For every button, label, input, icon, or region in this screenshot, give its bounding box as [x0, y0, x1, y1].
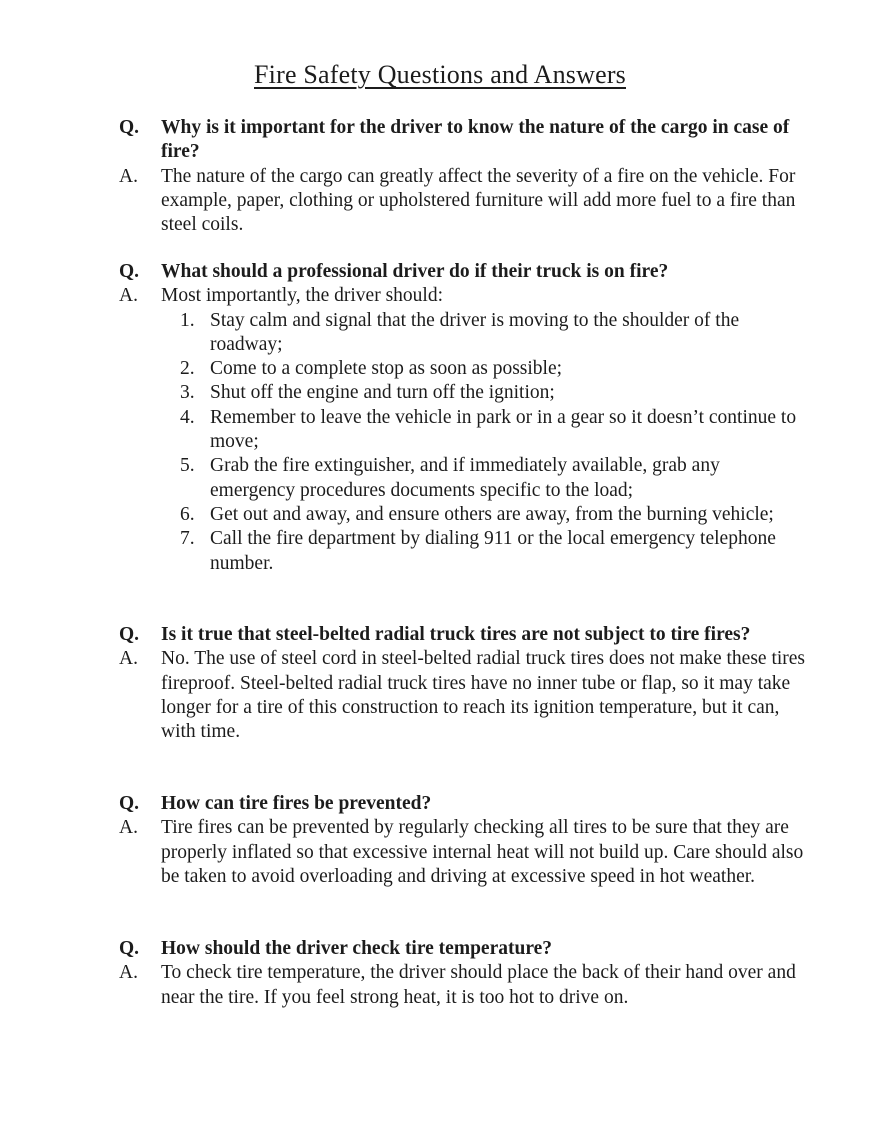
question — [119, 623, 809, 647]
question — [119, 260, 809, 284]
answer-label: A. — [119, 285, 138, 307]
answer — [119, 647, 809, 744]
question-label: Q. — [119, 117, 140, 138]
question-text: How can tire fires be prevented? — [161, 793, 432, 814]
question-label: Q. — [119, 938, 140, 959]
answer-text: The nature of the cargo can greatly affect the severity of a fire on the vehicle. For example, paper, clothing or upholstered furniture will add more fuel to a fire than steel coils. — [161, 165, 796, 236]
list-item: 4. Remember to leave the vehicle in park or in a gear so it doesn’t continue to move; — [180, 406, 797, 453]
question-text: How should the driver check tire temperature? — [161, 938, 553, 959]
qa-item — [119, 623, 809, 744]
answer-text: To check tire temperature, the driver should place the back of their hand over and near the tire. If you feel strong heat, it is too hot to drive on. — [161, 962, 796, 1008]
question — [119, 116, 809, 165]
question-label: Q. — [119, 624, 140, 645]
answer — [119, 961, 809, 1010]
list-item: 1. Stay calm and signal that the driver is moving to the shoulder of the roadway; — [180, 309, 740, 355]
answer — [119, 284, 809, 576]
qa-item — [119, 116, 809, 237]
qa-item — [119, 260, 809, 576]
steps-list — [161, 309, 809, 576]
qa-item — [119, 792, 809, 889]
page-title: Fire Safety Questions and Answers — [254, 60, 626, 89]
question-text: Is it true that steel-belted radial truck tires are not subject to tire fires? — [161, 624, 751, 645]
question-label: Q. — [119, 793, 140, 814]
answer-text: Tire fires can be prevented by regularly checking all tires to be sure that they are properly inflated so that excessive internal heat will not build up. Care should also be taken to avoid overloading and driving at excessive speed in hot weather. — [161, 817, 804, 887]
question — [119, 792, 809, 816]
answer-text: No. The use of steel cord in steel-belted radial truck tires does not make these tires fireproof. Steel-belted radial truck tires have no inner tube or flap, so it may take longer for a tire of this construction to reach its ignition temperature, but it can, with time. — [161, 648, 806, 743]
answer-label: A. — [119, 648, 138, 670]
answer — [119, 165, 809, 238]
list-item: 2. Come to a complete stop as soon as possible; — [180, 358, 563, 380]
answer-label: A. — [119, 962, 138, 984]
answer-label: A. — [119, 165, 138, 187]
question — [119, 937, 809, 961]
question-label: Q. — [119, 261, 140, 282]
answer — [119, 816, 809, 889]
answer-text: Most importantly, the driver should: — [161, 285, 443, 307]
qa-item — [119, 937, 809, 1010]
list-item: 6. Get out and away, and ensure others are away, from the burning vehicle; — [180, 503, 774, 525]
list-item: 7. Call the fire department by dialing 911 or the local emergency telephone number. — [180, 528, 776, 574]
answer-label: A. — [119, 817, 138, 839]
question-text: Why is it important for the driver to know the nature of the cargo in case of fire? — [161, 117, 790, 163]
list-item: 3. Shut off the engine and turn off the ignition; — [180, 382, 555, 404]
question-text: What should a professional driver do if their truck is on fire? — [161, 261, 669, 282]
list-item: 5. Grab the fire extinguisher, and if immediately available, grab any emergency procedures documents specific to the load; — [180, 455, 720, 501]
